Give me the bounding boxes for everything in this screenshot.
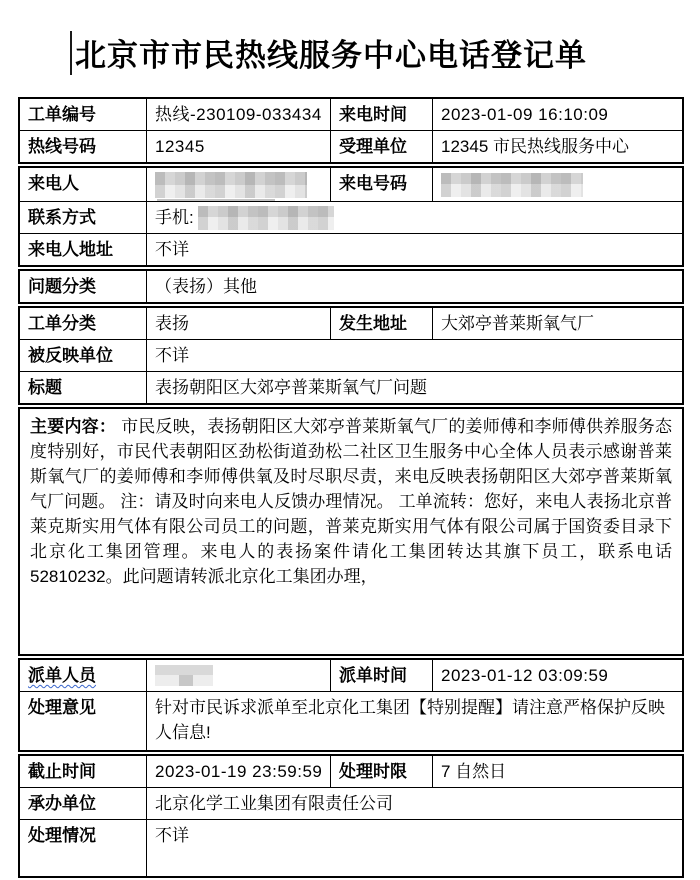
handle-opinion-label: 处理意见 <box>28 698 96 717</box>
handle-opinion-value: 针对市民诉求派单至北京化工集团【特别提醒】请注意严格保护反映人信息! <box>146 692 682 750</box>
call-time-label: 来电时间 <box>330 99 432 130</box>
call-time-value: 2023-01-09 16:10:09 <box>432 99 682 130</box>
table-row <box>20 201 682 233</box>
section-dispatch <box>18 658 684 752</box>
handle-status-value: 不详 <box>146 820 682 876</box>
section-caller-info <box>18 166 684 267</box>
table-row <box>20 233 682 265</box>
table-row <box>20 308 682 339</box>
incident-addr-value: 大郊亭普莱斯氧气厂 <box>432 308 682 339</box>
order-class-label: 工单分类 <box>28 314 96 333</box>
subject-value: 表扬朝阳区大郊亭普莱斯氧气厂问题 <box>146 372 682 403</box>
contact-label: 联系方式 <box>28 208 96 227</box>
caller-addr-value: 不详 <box>146 234 682 265</box>
table-row <box>20 691 682 750</box>
deadline-label: 截止时间 <box>28 762 96 781</box>
main-content-text: 市民反映，表扬朝阳区大郊亭普莱斯氧气厂的姜师傅和李师傅供养服务态度特别好，市民代表朝阳区劲松街道劲松二社区卫生服务中心全体人员表示感谢普莱斯氧气厂的姜师傅和李师傅供氧及时尽职尽责，来电反映表扬朝阳区大郊亭普莱斯氧气厂问题。 注：请及时向来电人反馈办理情况。 工单流转：您好，来电人表扬北京普莱克斯实用气体有限公司员工的问题，普莱克斯实用气体有限公司属于国资委目录下北京化工集团管理。来电人的表扬案件请化工集团转达其旗下员工，联系电话 52810232。此问题请转派北京化工集团办理， <box>30 417 673 586</box>
caller-label: 来电人 <box>28 174 79 193</box>
section-order-info <box>18 97 684 164</box>
hotline-no-label: 热线号码 <box>28 137 96 156</box>
text-cursor <box>70 31 72 75</box>
handle-status-label: 处理情况 <box>28 826 96 845</box>
dispatcher-label-text: 派单人员 <box>28 666 96 685</box>
accept-unit-label: 受理单位 <box>330 131 432 162</box>
problem-class-value: （表扬）其他 <box>146 271 682 302</box>
dispatcher-label <box>20 660 146 691</box>
main-content-cell <box>20 409 682 654</box>
table-row <box>20 130 682 162</box>
page-title: 北京市市民热线服务中心电话登记单 <box>75 38 587 73</box>
reported-unit-value: 不详 <box>146 340 682 371</box>
handle-limit-label: 处理时限 <box>330 756 432 787</box>
handle-limit-value: 7 自然日 <box>432 756 682 787</box>
redaction-mosaic-caller <box>155 172 307 198</box>
caller-no-label: 来电号码 <box>330 168 432 201</box>
incident-addr-label: 发生地址 <box>330 308 432 339</box>
section-order-class <box>18 306 684 405</box>
redaction-mosaic-phone <box>198 206 334 230</box>
table-row <box>20 819 682 876</box>
accept-unit-value: 12345 市民热线服务中心 <box>432 131 682 162</box>
dispatch-time-value: 2023-01-12 03:09:59 <box>432 660 682 691</box>
dispatcher-value <box>146 660 330 691</box>
contact-prefix: 手机: <box>155 208 194 227</box>
table-row <box>20 168 682 201</box>
caller-addr-label: 来电人地址 <box>28 240 113 259</box>
dispatch-time-label: 派单时间 <box>330 660 432 691</box>
caller-value <box>146 168 330 201</box>
document-header <box>70 30 587 75</box>
subject-label: 标题 <box>28 378 62 397</box>
caller-no-value <box>432 168 682 201</box>
registration-form-table <box>18 97 684 880</box>
redaction-mosaic-dispatcher <box>155 665 213 686</box>
hotline-no-value: 12345 <box>146 131 330 162</box>
table-row <box>20 660 682 691</box>
table-row <box>20 99 682 130</box>
table-row <box>20 756 682 787</box>
deadline-value: 2023-01-19 23:59:59 <box>146 756 330 787</box>
undertake-unit-label: 承办单位 <box>28 794 96 813</box>
reported-unit-label: 被反映单位 <box>28 346 113 365</box>
section-handling <box>18 754 684 878</box>
problem-class-label: 问题分类 <box>28 277 96 296</box>
main-content-label: 主要内容： <box>30 417 117 436</box>
section-main-content <box>18 407 684 656</box>
order-class-value: 表扬 <box>146 308 330 339</box>
table-row <box>20 339 682 371</box>
order-no-label: 工单编号 <box>28 105 96 124</box>
redaction-mosaic-caller-number <box>441 173 583 197</box>
undertake-unit-value: 北京化学工业集团有限责任公司 <box>146 788 682 819</box>
order-no-value: 热线-230109-033434 <box>146 99 330 130</box>
table-row <box>20 271 682 302</box>
table-row <box>20 787 682 819</box>
section-problem-class <box>18 269 684 304</box>
contact-value <box>146 202 682 233</box>
table-row <box>20 371 682 403</box>
